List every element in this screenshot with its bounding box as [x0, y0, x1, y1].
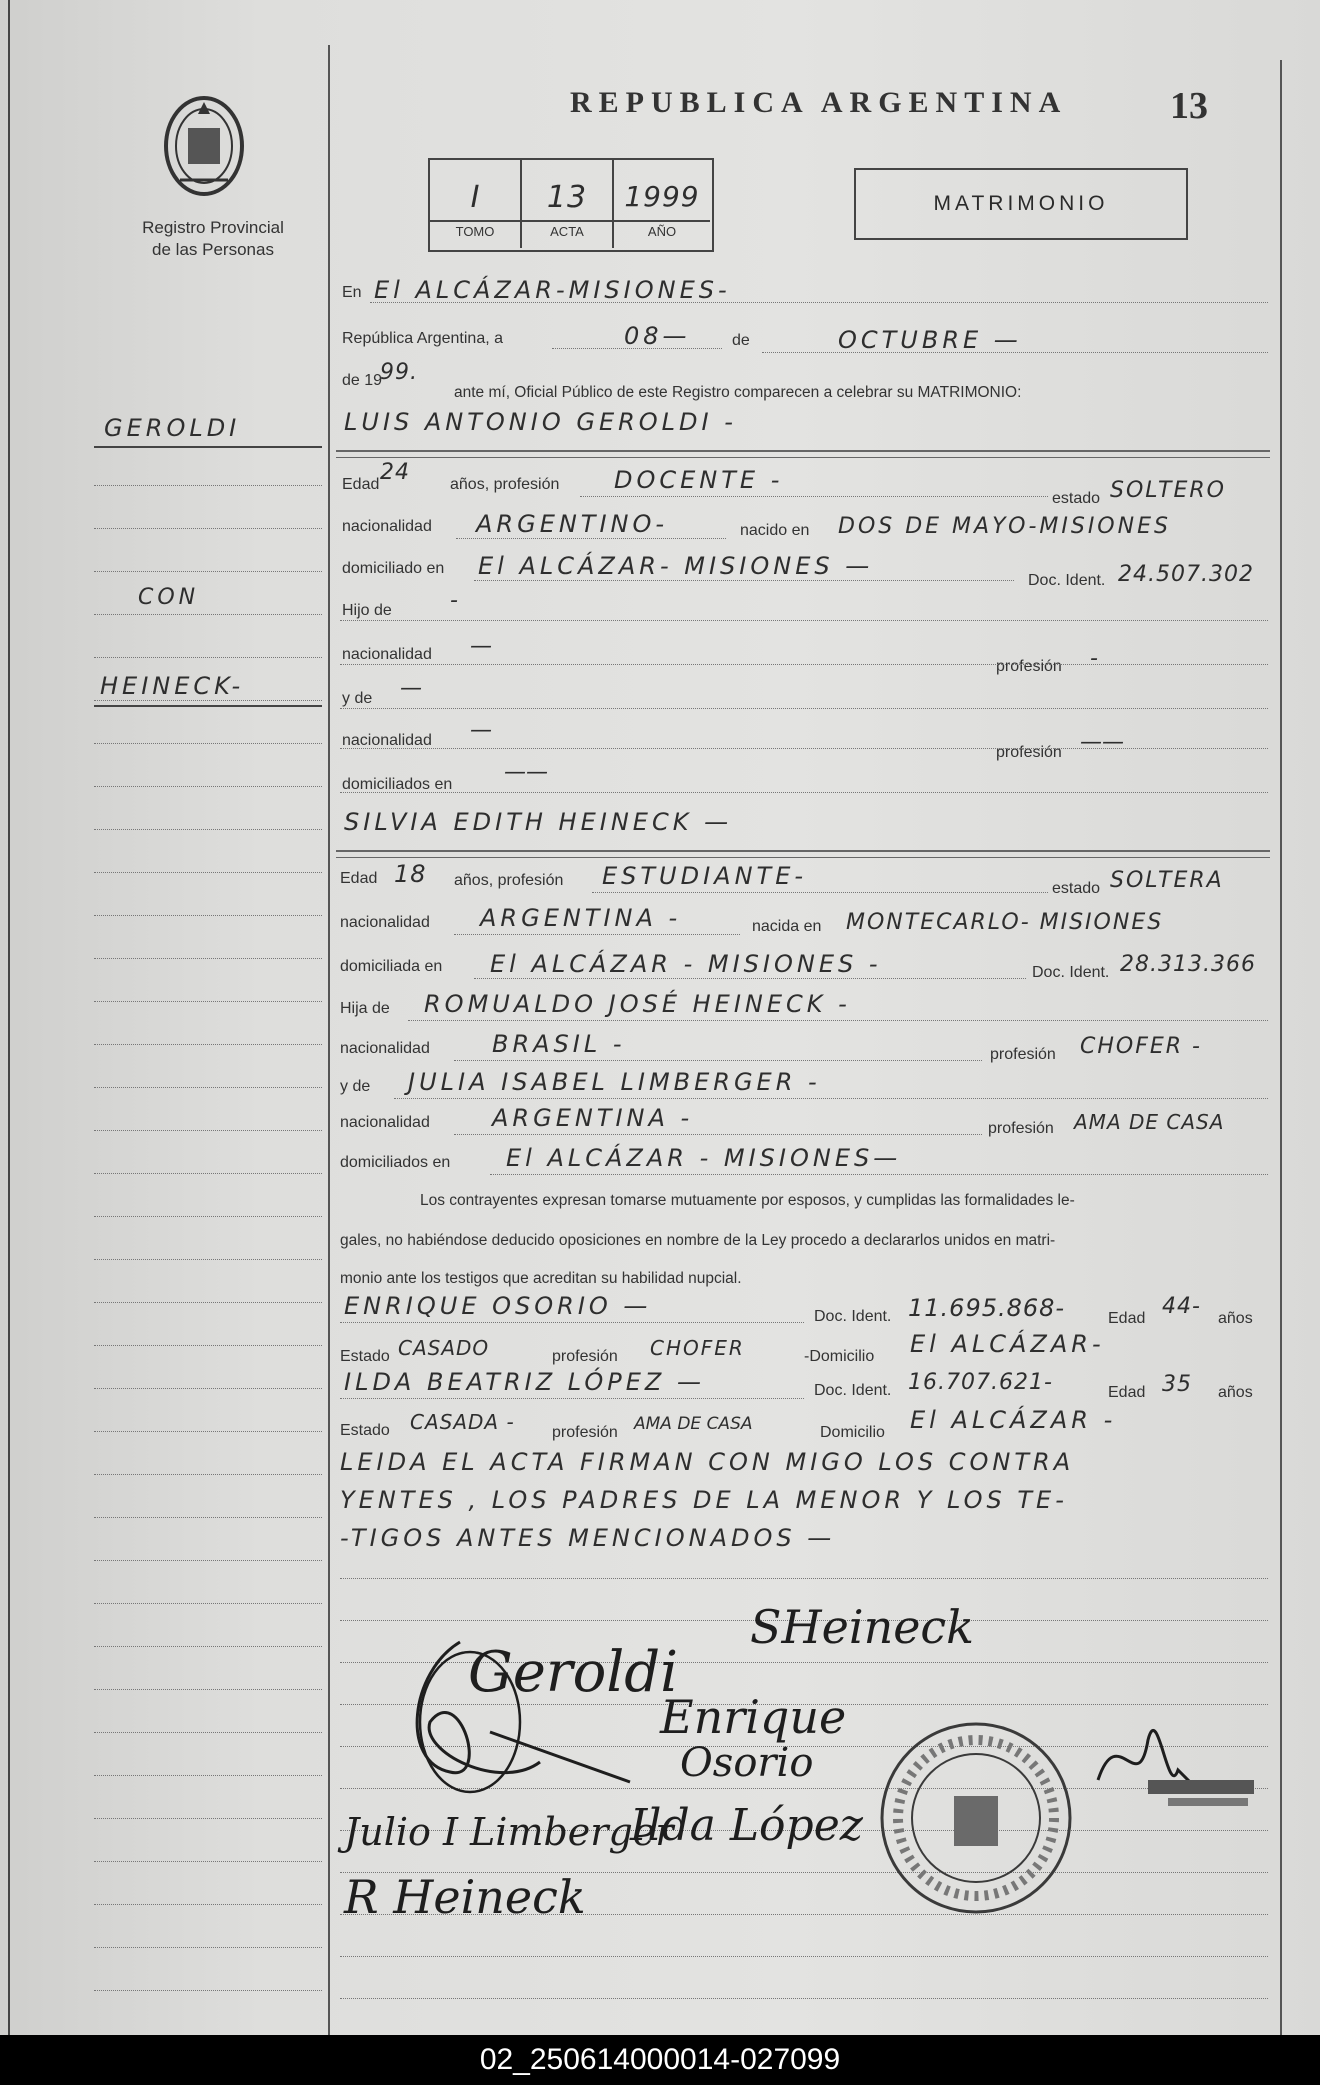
- marriage-year: 99.: [380, 360, 418, 385]
- body-ruled-line: [340, 664, 1268, 665]
- witness1-estado-label: Estado: [340, 1348, 390, 1365]
- body-ruled-line: [340, 708, 1268, 709]
- groom-mother: —: [400, 676, 426, 701]
- witness2-domicilio-label: Domicilio: [820, 1424, 885, 1441]
- tomo-label: TOMO: [455, 224, 495, 239]
- margin-ruled-line: [94, 1861, 322, 1862]
- de-label: de: [732, 332, 750, 349]
- groom-domicile-line: [474, 580, 1014, 581]
- bride-birthplace: MONTECARLO- MISIONES: [846, 910, 1164, 935]
- marriage-month: OCTUBRE —: [838, 326, 1022, 354]
- groom-mother-nationality: —: [470, 718, 496, 743]
- margin-ruled-line: [94, 1087, 322, 1088]
- margin-ruled-line: [94, 1818, 322, 1819]
- groom-nac2-label: nacionalidad: [342, 732, 432, 749]
- left-edge-line: [8, 0, 10, 2035]
- groom-yde-label: y de: [342, 690, 373, 707]
- margin-ruled-line: [94, 1345, 322, 1346]
- margin-ruled-line: [94, 1904, 322, 1905]
- bride-profession: ESTUDIANTE-: [602, 862, 808, 890]
- groom-nationality: ARGENTINO-: [476, 510, 669, 538]
- groom-nationality-line: [456, 538, 726, 539]
- groom-father-nationality: —: [470, 634, 496, 659]
- margin-ruled-line: [94, 1560, 322, 1561]
- margin-ruled-line: [94, 1990, 322, 1991]
- margin-ruled-line: [94, 1603, 322, 1604]
- bride-nac2-label: nacionalidad: [340, 1114, 430, 1131]
- margin-ruled-line: [94, 1474, 322, 1475]
- bride-nationality-line: [454, 934, 740, 935]
- right-border-line: [1280, 60, 1282, 2035]
- acta-value: 13: [546, 180, 588, 215]
- margin-ruled-line: [94, 1689, 322, 1690]
- record-number-box: [428, 158, 714, 252]
- country-title: REPUBLICA ARGENTINA: [570, 86, 1068, 119]
- witness1-age: 44-: [1162, 1294, 1201, 1319]
- margin-name2-line: [94, 705, 322, 707]
- tomo-value: I: [470, 180, 480, 215]
- republica-label: República Argentina, a: [342, 330, 503, 347]
- groom-father: -: [450, 588, 462, 613]
- witness1-name: ENRIQUE OSORIO —: [344, 1292, 652, 1320]
- groom-parents-domicile: ——: [504, 760, 548, 785]
- province-emblem-icon: [160, 90, 248, 200]
- bride-profesion-label: años, profesión: [454, 872, 564, 889]
- groom-age: 24: [380, 460, 410, 485]
- margin-bride-surname: HEINECK-: [100, 672, 245, 700]
- groom-mother-profession: ——: [1080, 730, 1124, 755]
- margin-ruled-line: [94, 958, 322, 959]
- bride-nacida-label: nacida en: [752, 918, 822, 935]
- bride-father-line: [408, 1020, 1268, 1021]
- bride-domicile-line: [474, 978, 1026, 979]
- bride-nacionalidad-label: nacionalidad: [340, 914, 430, 931]
- margin-ruled-line: [94, 1646, 322, 1647]
- groom-profession-line: [580, 496, 1048, 497]
- margin-ruled-line: [94, 872, 322, 873]
- officer-signature-icon: [1078, 1680, 1258, 1830]
- witness2-name: ILDA BEATRIZ LÓPEZ —: [344, 1368, 705, 1396]
- ano-value: 1999: [624, 180, 700, 213]
- bride-parents-domicile: El ALCÁZAR - MISIONES—: [506, 1144, 902, 1172]
- witness2-profession: AMA DE CASA: [634, 1414, 753, 1434]
- groom-civil-status: SOLTERO: [1110, 478, 1226, 503]
- margin-con: CON: [138, 585, 200, 610]
- year-prefix: de 19: [342, 372, 383, 389]
- document-type-box: [854, 168, 1188, 240]
- declaration-line2: gales, no habiéndose deducido oposiciones en nombre de la Ley procedo a declararlos unidos en matri-: [340, 1232, 1056, 1249]
- margin-ruled-line: [94, 1517, 322, 1518]
- witness1-edad-label: Edad: [1108, 1310, 1146, 1327]
- body-ruled-line: [340, 1956, 1268, 1957]
- groom-domicile: El ALCÁZAR- MISIONES —: [478, 552, 874, 580]
- margin-ruled-line: [94, 1775, 322, 1776]
- bride-yde-label: y de: [340, 1078, 371, 1095]
- closing-line2: YENTES , LOS PADRES DE LA MENOR Y LOS TE-: [340, 1486, 1068, 1514]
- bride-doc-label: Doc. Ident.: [1032, 964, 1110, 981]
- witness1-profession: CHOFER: [650, 1336, 745, 1360]
- bride-name-rule2: [336, 857, 1270, 858]
- margin-ruled-line: [94, 1259, 322, 1260]
- bride-hija-label: Hija de: [340, 1000, 390, 1017]
- bride-name-rule: [336, 850, 1270, 852]
- bride-father-nationality: BRASIL -: [492, 1030, 626, 1058]
- bride-prof2-label: profesión: [988, 1120, 1054, 1137]
- bride-mother-nationality-line: [454, 1134, 982, 1135]
- scan-id-footer: 02_250614000014-027099: [0, 2035, 1320, 2085]
- bride-name: SILVIA EDITH HEINECK —: [344, 808, 733, 836]
- father-signature: R Heineck: [344, 1870, 586, 1924]
- body-ruled-line: [340, 792, 1268, 793]
- mother-signature: Julio I Limberger: [344, 1810, 674, 1854]
- witness2-domicile: El ALCÁZAR -: [910, 1406, 1117, 1434]
- groom-signature: Geroldi: [468, 1640, 679, 1705]
- margin-ruled-line: [94, 1001, 322, 1002]
- margin-ruled-line: [94, 829, 322, 830]
- witness1-profesion-label: profesión: [552, 1348, 618, 1365]
- witness1-domicile: El ALCÁZAR-: [910, 1330, 1105, 1358]
- margin-name1-line: [94, 446, 322, 448]
- witness1-anos-label: años: [1218, 1310, 1253, 1327]
- groom-prof1-label: profesión: [996, 658, 1062, 675]
- official-stamp-icon: [876, 1718, 1076, 1918]
- page-number: 13: [1170, 85, 1208, 127]
- bride-doc: 28.313.366: [1120, 952, 1256, 977]
- margin-ruled-line: [94, 1173, 322, 1174]
- groom-doc: 24.507.302: [1118, 562, 1254, 587]
- margin-ruled-line: [94, 1431, 322, 1432]
- groom-profession: DOCENTE -: [614, 466, 784, 494]
- declaration-line1: Los contrayentes expresan tomarse mutuamente por esposos, y cumplidas las formalidades le-: [420, 1192, 1075, 1209]
- margin-divider-line: [328, 45, 330, 2035]
- bride-age: 18: [394, 860, 427, 888]
- groom-hijo-label: Hijo de: [342, 602, 392, 619]
- groom-father-profession: -: [1090, 646, 1102, 671]
- registry-name-line2: de las Personas: [152, 240, 274, 259]
- closing-line3: -TIGOS ANTES MENCIONADOS —: [340, 1524, 836, 1552]
- bride-mother: JULIA ISABEL LIMBERGER -: [408, 1068, 821, 1096]
- witness1-civil-status: CASADO: [398, 1336, 490, 1360]
- witness2-anos-label: años: [1218, 1384, 1253, 1401]
- body-ruled-line: [340, 748, 1268, 749]
- groom-estado-label: estado: [1052, 490, 1101, 507]
- witness1-doc: 11.695.868-: [908, 1294, 1066, 1322]
- bride-mother-nationality: ARGENTINA -: [492, 1104, 694, 1132]
- margin-ruled-line: [94, 700, 322, 701]
- bride-mother-profession: AMA DE CASA: [1074, 1110, 1225, 1134]
- bride-estado-label: estado: [1052, 880, 1101, 897]
- margin-ruled-line: [94, 1732, 322, 1733]
- margin-ruled-line: [94, 1044, 322, 1045]
- groom-doc-label: Doc. Ident.: [1028, 572, 1106, 589]
- margin-ruled-line: [94, 743, 322, 744]
- bride-signature: SHeineck: [750, 1600, 975, 1654]
- marriage-place: El ALCÁZAR-MISIONES-: [374, 276, 731, 304]
- groom-profesion-label: años, profesión: [450, 476, 560, 493]
- witness2-civil-status: CASADA -: [410, 1410, 515, 1434]
- bride-domicile: El ALCÁZAR - MISIONES -: [490, 950, 882, 978]
- bride-edad-label: Edad: [340, 870, 378, 887]
- witness1-domicilio-label: -Domicilio: [804, 1348, 875, 1365]
- witness2-estado-label: Estado: [340, 1422, 390, 1439]
- bride-prof1-label: profesión: [990, 1046, 1056, 1063]
- bride-parents-domicile-line: [490, 1174, 1268, 1175]
- witness2-doc-label: Doc. Ident.: [814, 1382, 892, 1399]
- witness1-signature-first: Enrique: [660, 1690, 847, 1744]
- witness2-name-line: [340, 1398, 804, 1399]
- marriage-day: 08—: [624, 322, 691, 350]
- bride-father: ROMUALDO JOSÉ HEINECK -: [424, 990, 851, 1018]
- witness2-signature: Ilda López: [630, 1800, 863, 1851]
- witness2-profesion-label: profesión: [552, 1424, 618, 1441]
- groom-name-rule: [336, 450, 1270, 452]
- groom-prof2-label: profesión: [996, 744, 1062, 761]
- bride-civil-status: SOLTERA: [1110, 868, 1224, 893]
- margin-ruled-line: [94, 1388, 322, 1389]
- witness2-age: 35: [1162, 1372, 1192, 1397]
- margin-ruled-line: [94, 528, 322, 529]
- closing-line1: LEIDA EL ACTA FIRMAN CON MIGO LOS CONTRA: [340, 1448, 1075, 1476]
- groom-domiciliados-label: domiciliados en: [342, 776, 453, 793]
- bride-mother-line: [394, 1098, 1268, 1099]
- declaration-line3: monio ante los testigos que acreditan su habilidad nupcial.: [340, 1270, 742, 1287]
- groom-nac1-label: nacionalidad: [342, 646, 432, 663]
- margin-ruled-line: [94, 915, 322, 916]
- margin-ruled-line: [94, 614, 322, 615]
- margin-ruled-line: [94, 571, 322, 572]
- margin-groom-surname: GEROLDI: [104, 414, 241, 442]
- bride-father-nationality-line: [454, 1060, 982, 1061]
- witness2-edad-label: Edad: [1108, 1384, 1146, 1401]
- body-ruled-line: [340, 620, 1268, 621]
- groom-nacionalidad-label: nacionalidad: [342, 518, 432, 535]
- margin-ruled-line: [94, 786, 322, 787]
- bride-domiciliada-label: domiciliada en: [340, 958, 443, 975]
- groom-domiciliado-label: domiciliado en: [342, 560, 445, 577]
- document-type: MATRIMONIO: [933, 192, 1109, 215]
- bride-profession-line: [592, 892, 1048, 893]
- margin-ruled-line: [94, 1130, 322, 1131]
- groom-nacido-label: nacido en: [740, 522, 810, 539]
- body-ruled-line: [340, 1578, 1268, 1579]
- margin-ruled-line: [94, 1216, 322, 1217]
- witness1-doc-label: Doc. Ident.: [814, 1308, 892, 1325]
- groom-name: LUIS ANTONIO GEROLDI -: [344, 408, 737, 436]
- groom-edad-label: Edad: [342, 476, 380, 493]
- acta-label: ACTA: [550, 224, 584, 239]
- ano-label: AÑO: [647, 224, 677, 239]
- margin-ruled-line: [94, 485, 322, 486]
- margin-ruled-line: [94, 1302, 322, 1303]
- witness1-signature-last: Osorio: [680, 1740, 814, 1786]
- margin-ruled-line: [94, 657, 322, 658]
- bride-domiciliados-label: domiciliados en: [340, 1154, 451, 1171]
- witness1-name-line: [340, 1322, 804, 1323]
- bride-nationality: ARGENTINA -: [480, 904, 682, 932]
- groom-name-rule2: [336, 457, 1270, 458]
- registry-name-line1: Registro Provincial: [142, 218, 284, 237]
- body-ruled-line: [340, 1998, 1268, 1999]
- witness2-doc: 16.707.621-: [908, 1370, 1053, 1395]
- margin-ruled-line: [94, 1947, 322, 1948]
- groom-birthplace: DOS DE MAYO-MISIONES: [838, 514, 1171, 539]
- en-label: En: [342, 284, 362, 301]
- bride-father-profession: CHOFER -: [1080, 1034, 1202, 1059]
- bride-nac1-label: nacionalidad: [340, 1040, 430, 1057]
- intro-text: ante mí, Oficial Público de este Registro comparecen a celebrar su MATRIMONIO:: [454, 384, 1022, 401]
